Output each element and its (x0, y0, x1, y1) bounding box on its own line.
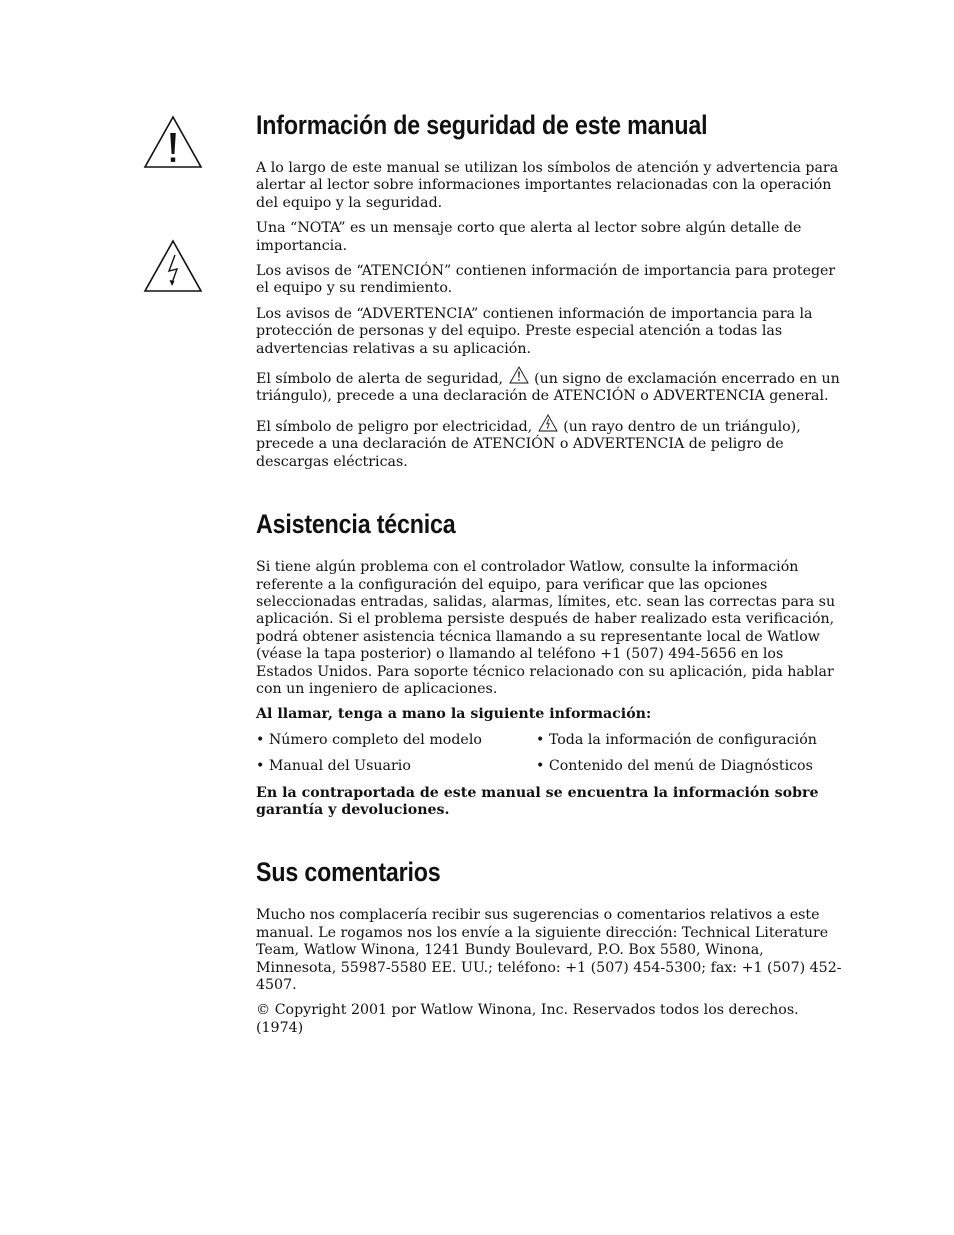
list-item: • Manual del Usuario (256, 758, 411, 775)
exclamation-triangle-icon (142, 114, 204, 170)
safety-intro-paragraph: A lo largo de este manual se utilizan los símbolos de atención y advertencia para alertar al lector sobre informaciones importantes relacionadas con la operación del equipo y la seguridad. (256, 160, 839, 211)
copyright-text: © Copyright 2001 por Watlow Winona, Inc. Reservados todos los derechos. (1974) (256, 1002, 799, 1036)
comments-section-title: Sus comentarios (256, 857, 441, 888)
alert-symbol-paragraph: El símbolo de alerta de seguridad, (un signo de exclamación encerrado en un triángulo), precede a una declaración de ATENCIÓN o ADVERTENCIA general. (256, 366, 844, 406)
lightning-triangle-icon (142, 238, 204, 294)
caution-definition-paragraph: Los avisos de “ATENCIÓN” contienen información de importancia para proteger el equipo y su rendimiento. (256, 263, 836, 297)
safety-section-title: Información de seguridad de este manual (256, 110, 708, 140)
inline-lightning-triangle-icon (538, 414, 558, 432)
warranty-note: En la contraportada de este manual se encuentra la información sobre garantía y devoluciones. (256, 784, 819, 818)
support-section-title: Asistencia técnica (256, 509, 456, 540)
page-content (256, 108, 844, 1045)
list-item: • Toda la información de configuración (536, 731, 817, 748)
list-item: • Número completo del modelo (256, 731, 482, 748)
call-info-list (256, 732, 844, 776)
warning-definition-paragraph: Los avisos de “ADVERTENCIA” contienen información de importancia para la protección de personas y del equipo. Preste especial atención a todas las advertencias relativas a su aplicación. (256, 305, 813, 357)
list-item: • Contenido del menú de Diagnósticos (536, 758, 813, 775)
support-paragraph: Si tiene algún problema con el controlador Watlow, consulte la información referente a la configuración del equipo, para verificar que las opciones seleccionadas entradas, salidas, alarmas, límites, etc. sean las correctas para su aplicación. Si el problema persiste después de haber realizado esta verificación, podrá obtener asistencia técnica llamando a su representante local de Watlow (véase la tapa posterior) o llamando al teléfono +1 (507) 494-5656 en los Estados Unidos. Para soporte técnico relacionado con su aplicación, pida hablar con un ingeniero de aplicaciones. (256, 559, 836, 697)
call-info-heading: Al llamar, tenga a mano la siguiente información: (256, 706, 652, 723)
note-definition-paragraph: Una “NOTA” es un mensaje corto que alerta al lector sobre algún detalle de importancia. (256, 220, 802, 254)
electric-symbol-paragraph: El símbolo de peligro por electricidad, (un rayo dentro de un triángulo), precede a una declaración de ATENCIÓN o ADVERTENCIA de peligro de descargas eléctricas. (256, 414, 844, 471)
comments-paragraph: Mucho nos complacería recibir sus sugerencias o comentarios relativos a este manual. Le rogamos nos los envíe a la siguiente dirección: Technical Literature Team, Watlow Winona, 1241 Bundy Boulevard, P.O. Box 5580, Winona, Minnesota, 55987-5580 EE. UU.; teléfono: +1 (507) 454-5300; fax: +1 (507) 452-4507. (256, 907, 842, 993)
inline-exclamation-triangle-icon (509, 366, 529, 384)
